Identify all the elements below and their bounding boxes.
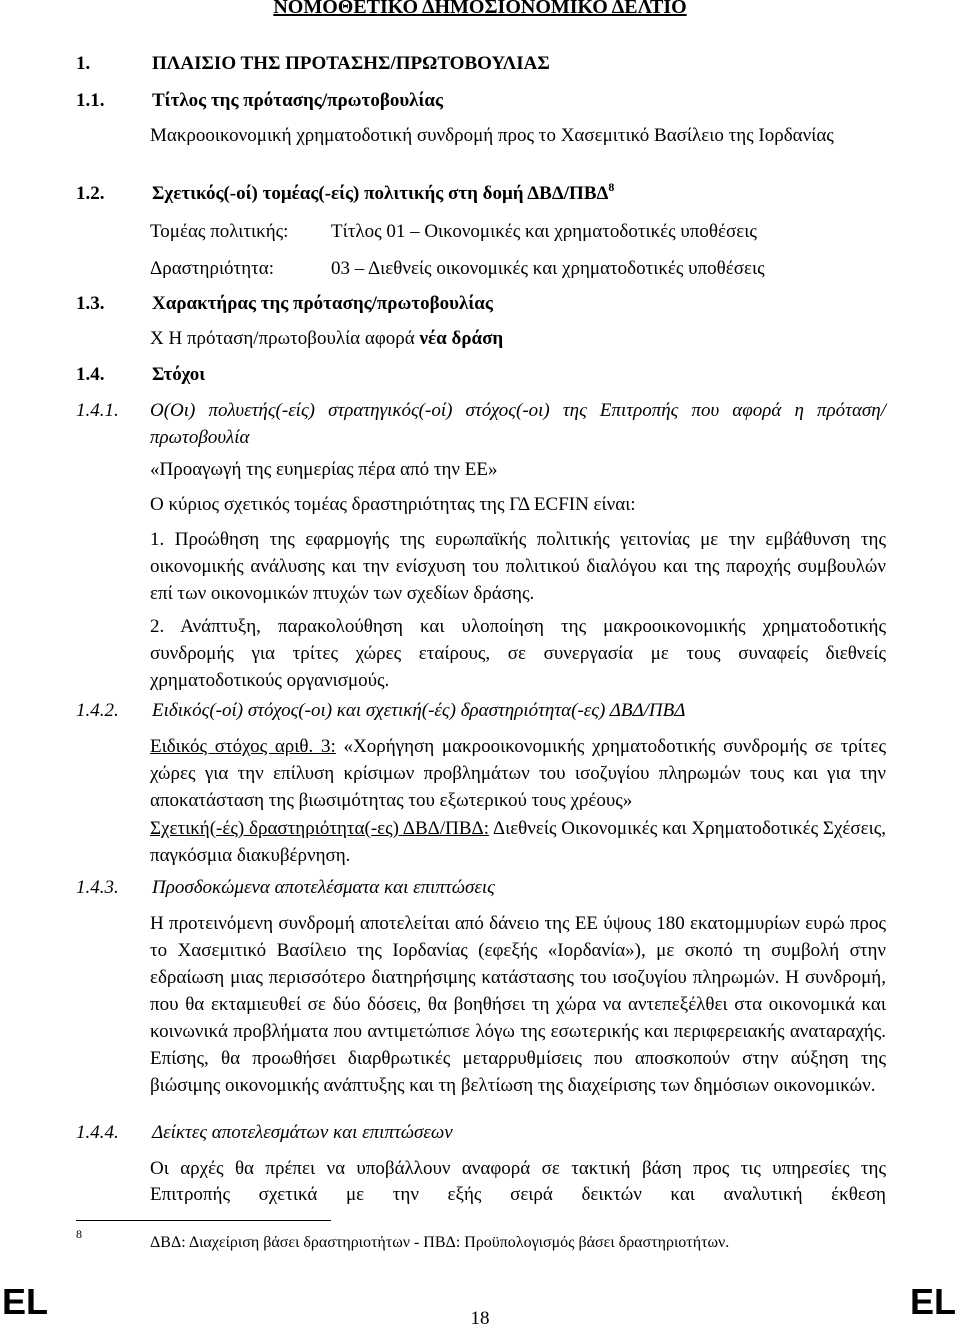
section-1-4-title: Στόχοι [152,364,206,385]
specific-objective-label: Ειδικός στόχος αριθ. 3: [150,736,336,757]
objective-item-1: 1. Προώθηση της εφαρμογής της ευρωπαϊκής πολιτικής γειτονίας με την εμβάθυνση της οικονομικής ανάλυσης και την ενίσχυση του πολιτικού διαλόγου και της παροχής συμβουλών επί των οικονομικών πτυχών των σχεδίων δράσης. [150,529,886,604]
related-activity [150,815,886,869]
expected-results-text: Η προτεινόμενη συνδρομή αποτελείται από δάνειο της ΕΕ ύψους 180 εκατομμυρίων ευρώ προς το Χασεμιτικό Βασίλειο της Ιορδανίας (εφεξής «Ιορδανία»), με σκοπό τη συμβολή στην εδραίωση μιας περισσότερο διατηρήσιμης κατάστασης του ισοζυγίου πληρωμών. Η συνδρομή, που θα εκταμιευθεί σε δύο δόσεις, θα βοηθήσει τη χώρα να αντεπεξέλθει στα οικονομικά και κοινωνικά προβλήματα που αντιμετώπισε λόγω της εσωτερικής και περιφερειακής αναταραχής. Επίσης, θα προωθήσει διαρθρωτικές μεταρρυθμίσεις που αποσκοπούν στην αύξηση της βιώσιμης οικονομικής ανάπτυξης και τη βελτίωση της διαχείρισης των δημόσιων οικονομικών. [150,913,886,1096]
footer-language-left: EL [2,1281,49,1322]
section-1-4-3-title: Προσδοκώμενα αποτελέσματα και επιπτώσεις [152,877,495,898]
specific-objective [150,733,886,814]
activity-value: 03 – Διεθνείς οικονομικές και χρηματοδοτικές υποθέσεις [331,258,765,279]
strategic-objective-quote: «Προαγωγή της ευημερίας πέρα από την ΕΕ» [150,459,498,480]
section-1-3-number: 1.3. [76,293,105,314]
nature-value: νέα δράση [419,328,504,349]
page-title: ΝΟΜΟΘΕΤΙΚΟ ΔΗΜΟΣΙΟΝΟΜΙΚΟ ΔΕΛΤΙΟ [273,0,687,18]
section-1-4-number: 1.4. [76,364,105,385]
objective-item-2: 2. Ανάπτυξη, παρακολούθηση και υλοποίηση της μακροοικονομικής χρηματοδοτικής συνδρομής για τρίτες χώρες εταίρους, σε συνεργασία με τους συναφείς διεθνείς χρηματοδοτικούς οργανισμούς. [150,616,886,691]
section-1-3-text [150,325,503,352]
page-number: 18 [470,1308,490,1329]
indicators-line-2: Επιτροπής σχετικά με την εξής σειρά δεικτών και αναλυτική έκθεση [150,1184,886,1205]
footnote-ref: 8 [608,180,615,194]
section-1-2-title-line [152,180,614,207]
section-1-4-1-title: Ο(Οι) πολυετής(-είς) στρατηγικός(-οί) στόχος(-οι) της Επιτροπής που αφορά η πρόταση/πρωτοβουλία [150,400,886,448]
dg-ecfin-intro: Ο κύριος σχετικός τομέας δραστηριότητας της ΓΔ ECFIN είναι: [150,494,636,515]
section-1-1-title: Τίτλος της πρότασης/πρωτοβουλίας [152,90,444,111]
section-1-4-4-number: 1.4.4. [76,1122,119,1143]
section-1-1-text: Μακροοικονομική χρηματοδοτική συνδρομή προς το Χασεμιτικό Βασίλειο της Ιορδανίας [150,125,834,146]
section-1-4-4-title: Δείκτες αποτελεσμάτων και επιπτώσεων [152,1122,453,1143]
activity-label: Δραστηριότητα: [150,258,275,279]
footer-language-right: EL [909,1281,956,1322]
section-1-number: 1. [76,53,91,74]
section-1-title: ΠΛΑΙΣΙΟ ΤΗΣ ΠΡΟΤΑΣΗΣ/ΠΡΩΤΟΒΟΥΛΙΑΣ [152,53,550,74]
section-1-4-2-title: Ειδικός(-οί) στόχος(-οι) και σχετική(-ές) δραστηριότητα(-ες) ΔΒΔ/ΠΒΔ [152,700,686,721]
policy-area-label: Τομέας πολιτικής: [150,221,289,242]
related-activity-text: Διεθνείς Οικονομικές και Χρηματοδοτικές Σχέσεις, παγκόσμια διακυβέρνηση. [150,818,887,866]
nature-prefix: X Η πρόταση/πρωτοβουλία αφορά [150,328,420,349]
related-activity-label: Σχετική(-ές) δραστηριότητα(-ες) ΔΒΔ/ΠΒΔ: [150,818,490,839]
section-1-3-title: Χαρακτήρας της πρότασης/πρωτοβουλίας [152,293,493,314]
specific-objective-text: «Χορήγηση μακροοικονομικής χρηματοδοτικής συνδρομής σε τρίτες χώρες για την επίλυση κρίσιμων προβλημάτων του ισοζυγίου πληρωμών τους και για την αποκατάσταση της βιωσιμότητας του εξωτερικού τους χρέους» [150,736,887,811]
section-1-1-number: 1.1. [76,90,105,111]
footnote-number: 8 [76,1227,82,1241]
section-1-4-3-number: 1.4.3. [76,877,119,898]
section-1-4-1-number: 1.4.1. [76,400,119,421]
policy-area-value: Τίτλος 01 – Οικονομικές και χρηματοδοτικές υποθέσεις [331,221,757,242]
section-1-2-number: 1.2. [76,183,105,204]
section-1-4-2-number: 1.4.2. [76,700,119,721]
footnote-text: ΔΒΔ: Διαχείριση βάσει δραστηριοτήτων - ΠΒΔ: Προϋπολογισμός βάσει δραστηριοτήτων. [150,1234,730,1251]
section-1-2-title: Σχετικός(-οί) τομέας(-είς) πολιτικής στη δομή ΔΒΔ/ΠΒΔ [152,183,609,204]
indicators-line-1: Οι αρχές θα πρέπει να υποβάλλουν αναφορά σε τακτική βάση προς τις υπηρεσίες της [150,1158,886,1179]
footnote-separator [76,1220,331,1221]
